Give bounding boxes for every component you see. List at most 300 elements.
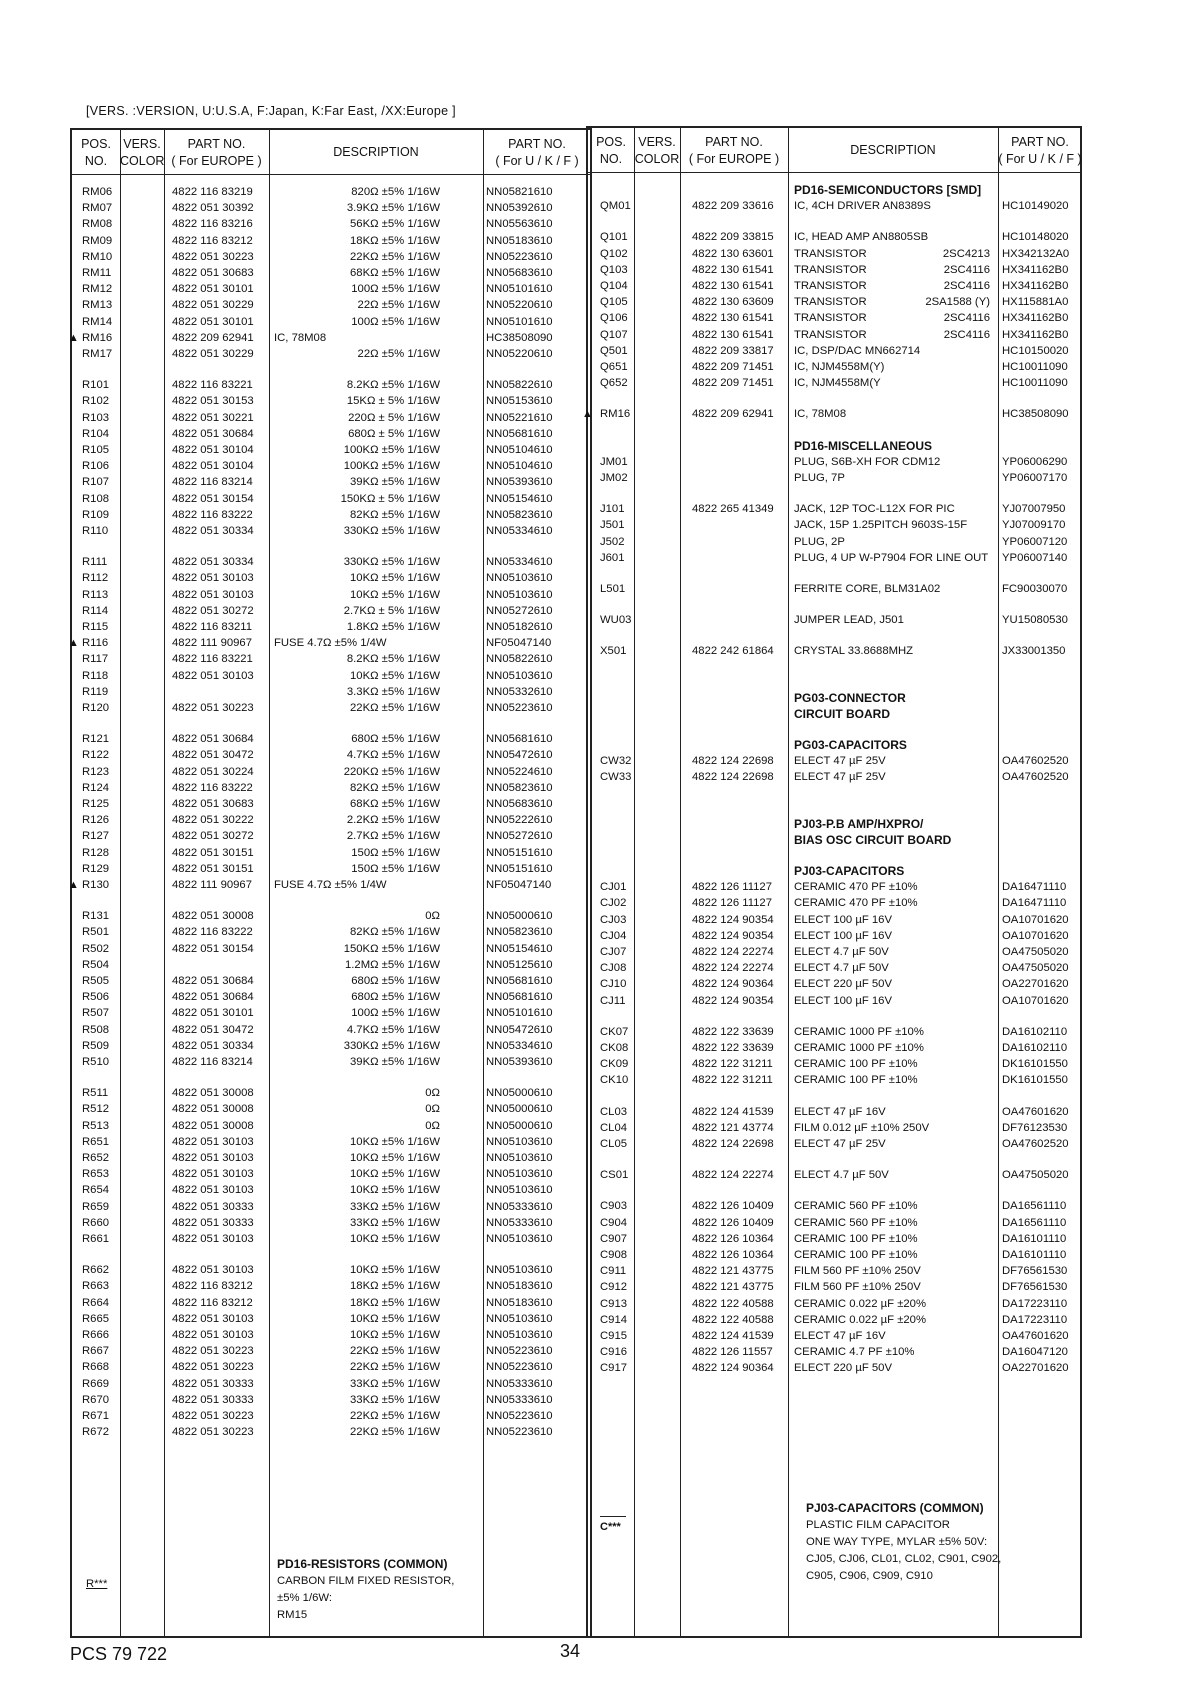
description-cell: 3.9KΩ ±5% 1/16W bbox=[346, 202, 440, 215]
part-ukf-cell: NN05103610 bbox=[486, 588, 553, 601]
part-ukf-cell: FC90030070 bbox=[1002, 583, 1068, 595]
part-ukf-cell: NN05681610 bbox=[486, 733, 553, 746]
part-ukf-cell: YU15080530 bbox=[1002, 614, 1068, 627]
part-cell: 4822 130 61541 bbox=[692, 280, 774, 292]
warning-triangle-icon: ▲ bbox=[68, 331, 79, 344]
part-cell: 4822 126 10409 bbox=[692, 1216, 774, 1229]
pos-cell: R501 bbox=[82, 926, 110, 939]
pos-cell: Q106 bbox=[600, 312, 628, 325]
part-cell: 4822 051 30008 bbox=[172, 1087, 254, 1100]
part-ukf-cell: NN05223610 bbox=[486, 1426, 553, 1439]
part-cell: 4822 051 30154 bbox=[172, 492, 254, 505]
part-cell: 4822 051 30223 bbox=[172, 1345, 254, 1358]
part-ukf-cell: NF05047140 bbox=[486, 637, 552, 650]
description-cell: 39KΩ ±5% 1/16W bbox=[350, 476, 440, 489]
description-cell: 18KΩ ±5% 1/16W bbox=[350, 1280, 440, 1293]
part-ukf-cell: NN05683610 bbox=[486, 267, 553, 279]
part-ukf-cell: NN05151610 bbox=[486, 862, 553, 875]
pos-cell: R127 bbox=[82, 830, 110, 843]
part-ukf-cell: NN05821610 bbox=[486, 186, 553, 198]
part-ukf-cell: YJ07007950 bbox=[1002, 503, 1066, 516]
description-cell: 10KΩ ±5% 1/16W bbox=[350, 1135, 440, 1148]
pos-cell: R512 bbox=[82, 1103, 110, 1116]
pos-cell: C903 bbox=[600, 1200, 628, 1213]
description-cell: CERAMIC 100 PF ±10% bbox=[794, 1249, 918, 1261]
pos-cell: C914 bbox=[600, 1313, 628, 1326]
left-footer-title: PD16-RESISTORS (COMMON) bbox=[277, 1557, 448, 1571]
right-footer-line4: C905, C906, C909, C910 bbox=[806, 1570, 933, 1582]
part-cell: 4822 265 41349 bbox=[692, 503, 774, 516]
part-ukf-cell: YP06007120 bbox=[1002, 535, 1068, 548]
pos-cell: CK07 bbox=[600, 1025, 629, 1038]
part-ukf-cell: OA47601620 bbox=[1002, 1105, 1069, 1118]
description-cell: 33KΩ ±5% 1/16W bbox=[350, 1377, 440, 1390]
description-cell: 220KΩ ±5% 1/16W bbox=[343, 765, 440, 778]
description-cell: CERAMIC 0.022 µF ±20% bbox=[794, 1313, 926, 1326]
header-pos-right: POS. NO. bbox=[596, 135, 626, 166]
pos-cell: C912 bbox=[600, 1281, 628, 1294]
part-ukf-cell: DF76561530 bbox=[1002, 1281, 1068, 1294]
description-cell: ELECT 4.7 µF 50V bbox=[794, 946, 889, 958]
description-cell: JUMPER LEAD, J501 bbox=[794, 614, 904, 627]
description-cell: CERAMIC 470 PF ±10% bbox=[794, 881, 918, 894]
type-cell: 2SC4116 bbox=[943, 280, 990, 292]
part-ukf-cell: HC38508090 bbox=[486, 331, 553, 344]
description-cell: 330KΩ ±5% 1/16W bbox=[343, 525, 440, 537]
part-ukf-cell: NN05823610 bbox=[486, 781, 553, 794]
part-ukf-cell: OA47505020 bbox=[1002, 946, 1069, 958]
part-ukf-cell: NN05332610 bbox=[486, 685, 553, 698]
part-ukf-cell: NN05272610 bbox=[486, 830, 553, 843]
pos-cell: R123 bbox=[82, 765, 110, 778]
description-cell: 0Ω bbox=[425, 1119, 440, 1132]
pos-cell: C911 bbox=[600, 1265, 627, 1278]
part-cell: 4822 051 30103 bbox=[172, 1168, 254, 1181]
part-cell: 4822 051 30333 bbox=[172, 1377, 254, 1390]
pos-cell: R106 bbox=[82, 460, 110, 473]
pos-cell: RM14 bbox=[82, 315, 113, 328]
part-cell: 4822 051 30224 bbox=[172, 765, 254, 778]
description-cell: 10KΩ ±5% 1/16W bbox=[350, 588, 440, 601]
description-cell: 10KΩ ±5% 1/16W bbox=[350, 1168, 440, 1181]
description-cell: 68KΩ ±5% 1/16W bbox=[350, 267, 440, 279]
description-cell: PD16-SEMICONDUCTORS [SMD] bbox=[794, 183, 982, 197]
part-cell: 4822 051 30334 bbox=[172, 525, 254, 537]
pos-cell: CL05 bbox=[600, 1138, 628, 1150]
description-cell: CIRCUIT BOARD bbox=[794, 706, 890, 721]
part-ukf-cell: HX341162B0 bbox=[1002, 263, 1069, 276]
part-cell: 4822 121 43774 bbox=[692, 1121, 774, 1134]
description-cell: IC, NJM4558M(Y) bbox=[794, 361, 885, 373]
part-cell: 4822 209 62941 bbox=[692, 408, 774, 421]
description-cell: ELECT 220 µF 50V bbox=[794, 1362, 892, 1375]
description-cell: 2.7KΩ ±5% 1/16W bbox=[346, 830, 440, 843]
description-cell: 8.2KΩ ±5% 1/16W bbox=[346, 379, 440, 392]
pos-cell: Q102 bbox=[600, 247, 628, 260]
part-cell: 4822 051 30334 bbox=[172, 556, 254, 569]
description-cell: 10KΩ ±5% 1/16W bbox=[350, 1264, 440, 1277]
part-ukf-cell: NN05103610 bbox=[486, 1312, 553, 1325]
part-cell: 4822 130 63601 bbox=[692, 247, 774, 260]
pos-cell: R104 bbox=[82, 427, 110, 440]
pos-cell: R669 bbox=[82, 1377, 110, 1390]
part-cell: 4822 130 61541 bbox=[692, 312, 774, 325]
pos-cell: R128 bbox=[82, 846, 110, 859]
description-cell: 33KΩ ±5% 1/16W bbox=[350, 1216, 440, 1229]
part-ukf-cell: NN05103610 bbox=[486, 1152, 553, 1164]
part-ukf-cell: NN05334610 bbox=[486, 556, 553, 569]
pos-cell: Q103 bbox=[600, 263, 628, 276]
part-ukf-cell: HX342132A0 bbox=[1002, 247, 1070, 260]
part-ukf-cell: NN05681610 bbox=[486, 427, 553, 440]
description-cell: 10KΩ ±5% 1/16W bbox=[350, 572, 440, 585]
part-ukf-cell: NN05125610 bbox=[486, 958, 553, 971]
pos-cell: R502 bbox=[82, 942, 110, 955]
part-cell: 4822 209 33815 bbox=[692, 231, 774, 244]
part-ukf-cell: NN05223610 bbox=[486, 250, 553, 263]
description-cell: 22KΩ ±5% 1/16W bbox=[350, 1345, 440, 1358]
pos-cell: RM09 bbox=[82, 234, 113, 247]
part-cell: 4822 051 30103 bbox=[172, 1264, 254, 1277]
part-ukf-cell: HC10149020 bbox=[1002, 200, 1069, 213]
pos-cell: RM16 bbox=[600, 408, 631, 421]
description-cell: 22KΩ ±5% 1/16W bbox=[350, 702, 440, 714]
part-cell: 4822 122 40588 bbox=[692, 1297, 774, 1310]
pos-cell: R119 bbox=[82, 685, 109, 698]
pos-cell: Q652 bbox=[600, 377, 628, 390]
description-cell: 220Ω ± 5% 1/16W bbox=[348, 411, 440, 424]
part-ukf-cell: HC10011090 bbox=[1002, 377, 1068, 390]
part-cell: 4822 116 83222 bbox=[172, 781, 253, 794]
part-cell: 4822 126 10409 bbox=[692, 1200, 774, 1213]
part-ukf-cell: DA16561110 bbox=[1002, 1200, 1067, 1213]
part-ukf-cell: HC10150020 bbox=[1002, 344, 1069, 357]
pos-cell: RM12 bbox=[82, 283, 113, 296]
part-ukf-cell: DA17223110 bbox=[1002, 1313, 1068, 1326]
left-footer-line2: ±5% 1/6W: bbox=[277, 1592, 332, 1604]
part-ukf-cell: NN05101610 bbox=[486, 1007, 553, 1020]
pos-cell: R116 bbox=[82, 637, 109, 650]
part-cell: 4822 051 30223 bbox=[172, 702, 254, 714]
part-cell: 4822 124 22274 bbox=[692, 1169, 774, 1182]
pos-cell: R102 bbox=[82, 395, 110, 408]
header-vers-right: VERS. COLOR bbox=[634, 135, 680, 166]
description-cell: IC, NJM4558M(Y bbox=[794, 377, 881, 390]
part-cell: 4822 130 61541 bbox=[692, 328, 774, 341]
pos-cell: R510 bbox=[82, 1056, 110, 1068]
part-cell: 4822 051 30334 bbox=[172, 1039, 254, 1052]
part-cell: 4822 051 30008 bbox=[172, 1103, 254, 1116]
header-part-ukf: PART NO. ( For U / K / F ) bbox=[495, 137, 579, 168]
type-cell: 2SA1588 (Y) bbox=[925, 296, 990, 309]
description-cell: IC, DSP/DAC MN662714 bbox=[794, 344, 921, 357]
pos-cell: J101 bbox=[600, 503, 625, 516]
part-cell: 4822 209 62941 bbox=[172, 331, 254, 344]
description-cell: JACK, 15P 1.25PITCH 9603S-15F bbox=[794, 519, 968, 532]
pos-cell: CL04 bbox=[600, 1121, 628, 1134]
left-footer-line1: CARBON FILM FIXED RESISTOR, bbox=[277, 1575, 455, 1587]
description-cell: 82KΩ ±5% 1/16W bbox=[350, 926, 440, 939]
description-cell: BIAS OSC CIRCUIT BOARD bbox=[794, 832, 952, 847]
pos-cell: R120 bbox=[82, 702, 110, 714]
part-cell: 4822 124 22698 bbox=[692, 1138, 774, 1150]
description-cell: 82KΩ ±5% 1/16W bbox=[350, 781, 440, 794]
part-ukf-cell: NN05103610 bbox=[486, 1329, 553, 1341]
part-cell: 4822 051 30103 bbox=[172, 1233, 254, 1245]
pos-cell: JM01 bbox=[600, 455, 628, 468]
pos-cell: Q105 bbox=[600, 296, 628, 309]
pos-cell: R131 bbox=[82, 910, 110, 923]
part-cell: 4822 051 30151 bbox=[172, 862, 254, 875]
part-cell: 4822 124 90364 bbox=[692, 978, 774, 991]
description-cell: ELECT 100 µF 16V bbox=[794, 929, 892, 942]
pos-cell: R507 bbox=[82, 1007, 110, 1020]
part-ukf-cell: NN05472610 bbox=[486, 1023, 553, 1036]
part-ukf-cell: OA10701620 bbox=[1002, 929, 1069, 942]
pos-cell: R661 bbox=[82, 1233, 110, 1245]
pos-cell: J601 bbox=[600, 551, 625, 564]
description-cell: TRANSISTOR bbox=[794, 280, 867, 292]
pos-cell: JM02 bbox=[600, 472, 628, 484]
pos-cell: R111 bbox=[82, 556, 108, 569]
part-ukf-cell: NN05472610 bbox=[486, 749, 553, 762]
description-cell: IC, HEAD AMP AN8805SB bbox=[794, 231, 929, 244]
description-cell: FILM 0.012 µF ±10% 250V bbox=[794, 1121, 930, 1134]
pos-cell: CJ08 bbox=[600, 962, 627, 975]
part-ukf-cell: OA10701620 bbox=[1002, 994, 1069, 1007]
part-cell: 4822 051 30333 bbox=[172, 1200, 254, 1213]
document-code: PCS 79 722 bbox=[70, 1644, 168, 1664]
pos-cell: R509 bbox=[82, 1039, 110, 1052]
left-footer-pos: R*** bbox=[86, 1578, 108, 1590]
part-cell: 4822 051 30684 bbox=[172, 427, 254, 440]
part-ukf-cell: OA47602520 bbox=[1002, 771, 1069, 784]
part-ukf-cell: NN05220610 bbox=[486, 299, 553, 312]
part-cell: 4822 051 30333 bbox=[172, 1393, 254, 1406]
description-cell: 39KΩ ±5% 1/16W bbox=[350, 1056, 440, 1068]
part-ukf-cell: OA47602520 bbox=[1002, 755, 1069, 768]
description-cell: TRANSISTOR bbox=[794, 296, 867, 309]
part-cell: 4822 126 11127 bbox=[692, 881, 772, 894]
pos-cell: CL03 bbox=[600, 1105, 628, 1118]
part-ukf-cell: NN05334610 bbox=[486, 1039, 553, 1052]
description-cell: ELECT 47 µF 25V bbox=[794, 771, 886, 784]
part-cell: 4822 051 30104 bbox=[172, 460, 254, 473]
header-vers: VERS. COLOR bbox=[120, 137, 165, 168]
pos-cell: R667 bbox=[82, 1345, 110, 1358]
part-ukf-cell: NN05223610 bbox=[486, 1410, 553, 1422]
part-cell: 4822 051 30683 bbox=[172, 798, 254, 810]
pos-cell: R505 bbox=[82, 975, 110, 987]
part-cell: 4822 124 90354 bbox=[692, 994, 774, 1007]
part-ukf-cell: NN05223610 bbox=[486, 1345, 553, 1358]
description-cell: 0Ω bbox=[425, 1103, 440, 1116]
header-pos: POS. NO. bbox=[81, 137, 111, 168]
part-ukf-cell: NN05333610 bbox=[486, 1393, 553, 1406]
part-ukf-cell: DF76561530 bbox=[1002, 1265, 1068, 1278]
part-ukf-cell: NF05047140 bbox=[486, 879, 552, 891]
part-ukf-cell: DK16101550 bbox=[1002, 1074, 1068, 1087]
part-ukf-cell: NN05103610 bbox=[486, 1233, 553, 1245]
pos-cell: R653 bbox=[82, 1168, 110, 1181]
part-cell: 4822 051 30221 bbox=[172, 411, 254, 424]
description-cell: 10KΩ ±5% 1/16W bbox=[350, 1233, 440, 1245]
pos-cell: R660 bbox=[82, 1216, 110, 1229]
legend: [VERS. :VERSION, U:U.S.A, F:Japan, K:Far East, /XX:Europe ] bbox=[86, 104, 456, 118]
description-cell: 10KΩ ±5% 1/16W bbox=[350, 1312, 440, 1325]
pos-cell: RM07 bbox=[82, 202, 113, 215]
description-cell: 4.7KΩ ±5% 1/16W bbox=[346, 749, 440, 762]
description-cell: CERAMIC 100 PF ±10% bbox=[794, 1074, 918, 1087]
pos-cell: R508 bbox=[82, 1023, 110, 1036]
pos-cell: R105 bbox=[82, 444, 110, 456]
part-cell: 4822 116 83221 bbox=[172, 653, 253, 666]
pos-cell: CK10 bbox=[600, 1074, 629, 1087]
description-cell: 10KΩ ±5% 1/16W bbox=[350, 1329, 440, 1341]
description-cell: CERAMIC 470 PF ±10% bbox=[794, 897, 918, 910]
part-cell: 4822 051 30684 bbox=[172, 975, 254, 987]
description-cell: 2.2KΩ ±5% 1/16W bbox=[346, 814, 440, 827]
part-ukf-cell: NN05333610 bbox=[486, 1377, 553, 1390]
description-cell: 33KΩ ±5% 1/16W bbox=[350, 1200, 440, 1213]
pos-cell: R109 bbox=[82, 508, 110, 521]
left-parts-table bbox=[70, 128, 592, 1638]
description-cell: ELECT 220 µF 50V bbox=[794, 978, 892, 991]
part-cell: 4822 116 83216 bbox=[172, 218, 253, 231]
description-cell: 22Ω ±5% 1/16W bbox=[357, 299, 440, 312]
description-cell: PG03-CAPACITORS bbox=[794, 738, 907, 752]
description-cell: ELECT 100 µF 16V bbox=[794, 913, 892, 926]
part-ukf-cell: DF76123530 bbox=[1002, 1121, 1068, 1134]
description-cell: 150KΩ ±5% 1/16W bbox=[343, 942, 440, 955]
pos-cell: R118 bbox=[82, 669, 109, 682]
description-cell: 22KΩ ±5% 1/16W bbox=[350, 250, 440, 263]
pos-cell: Q651 bbox=[600, 361, 628, 373]
part-ukf-cell: HX115881A0 bbox=[1002, 296, 1069, 309]
description-cell: 150Ω ±5% 1/16W bbox=[351, 846, 440, 859]
part-ukf-cell: NN05000610 bbox=[486, 910, 553, 923]
part-ukf-cell: HC10148020 bbox=[1002, 231, 1069, 244]
header-part-europe-right: PART NO. ( For EUROPE ) bbox=[688, 135, 780, 166]
part-ukf-cell: DA17223110 bbox=[1002, 1297, 1068, 1310]
part-cell: 4822 051 30103 bbox=[172, 1312, 254, 1325]
description-cell: 150Ω ±5% 1/16W bbox=[351, 862, 440, 875]
part-cell: 4822 051 30223 bbox=[172, 1361, 254, 1374]
part-ukf-cell: NN05563610 bbox=[486, 218, 553, 231]
part-cell: 4822 051 30103 bbox=[172, 572, 254, 585]
pos-cell: R103 bbox=[82, 411, 110, 424]
part-cell: 4822 124 90354 bbox=[692, 929, 774, 942]
description-cell: 10KΩ ±5% 1/16W bbox=[350, 1152, 440, 1164]
part-ukf-cell: NN05000610 bbox=[486, 1087, 553, 1100]
pos-cell: R107 bbox=[82, 476, 110, 489]
description-cell: PJ03-CAPACITORS bbox=[794, 864, 905, 878]
part-ukf-cell: DA16471110 bbox=[1002, 881, 1067, 894]
pos-cell: RM16 bbox=[82, 331, 113, 344]
pos-cell: R121 bbox=[82, 733, 110, 746]
description-cell: 56KΩ ±5% 1/16W bbox=[350, 218, 440, 231]
part-ukf-cell: NN05393610 bbox=[486, 1056, 553, 1068]
part-ukf-cell: NN05223610 bbox=[486, 702, 553, 714]
description-cell: 1.8KΩ ±5% 1/16W bbox=[346, 621, 440, 633]
part-ukf-cell: DA16102110 bbox=[1002, 1025, 1068, 1038]
part-cell: 4822 122 31211 bbox=[692, 1058, 773, 1071]
part-cell: 4822 051 30101 bbox=[172, 283, 254, 296]
description-cell: FUSE 4.7Ω ±5% 1/4W bbox=[274, 637, 387, 650]
part-ukf-cell: YP06006290 bbox=[1002, 455, 1068, 468]
part-cell: 4822 051 30103 bbox=[172, 1184, 254, 1197]
part-ukf-cell: NN05103610 bbox=[486, 1168, 553, 1181]
part-cell: 4822 051 30151 bbox=[172, 846, 254, 859]
description-cell: TRANSISTOR bbox=[794, 247, 867, 260]
description-cell: JACK, 12P TOC-L12X FOR PIC bbox=[794, 503, 955, 516]
pos-cell: R671 bbox=[82, 1410, 110, 1422]
right-footer-line3: CJ05, CJ06, CL01, CL02, C901, C902, bbox=[806, 1553, 1002, 1565]
pos-cell: L501 bbox=[600, 583, 626, 595]
pos-cell: R125 bbox=[82, 798, 110, 810]
description-cell: 100KΩ ±5% 1/16W bbox=[343, 460, 440, 473]
part-ukf-cell: DA16101110 bbox=[1002, 1232, 1067, 1245]
header-description-right: DESCRIPTION bbox=[850, 143, 936, 157]
pos-cell: R112 bbox=[82, 572, 109, 585]
description-cell: 0Ω bbox=[425, 1087, 440, 1100]
description-cell: 680Ω ±5% 1/16W bbox=[351, 991, 440, 1004]
part-cell: 4822 122 33639 bbox=[692, 1042, 774, 1054]
part-cell: 4822 051 30472 bbox=[172, 749, 254, 762]
pos-cell: J501 bbox=[600, 519, 625, 532]
pos-cell: CK09 bbox=[600, 1058, 629, 1071]
description-cell: FILM 560 PF ±10% 250V bbox=[794, 1265, 921, 1278]
part-cell: 4822 209 71451 bbox=[692, 377, 774, 390]
part-cell: 4822 051 30684 bbox=[172, 733, 254, 746]
description-cell: IC, 78M08 bbox=[274, 331, 327, 344]
part-cell: 4822 124 22698 bbox=[692, 755, 774, 768]
part-ukf-cell: NN05334610 bbox=[486, 525, 553, 537]
pos-cell: CJ07 bbox=[600, 946, 627, 958]
part-ukf-cell: NN05183610 bbox=[486, 1296, 553, 1309]
part-ukf-cell: OA47602520 bbox=[1002, 1138, 1069, 1150]
description-cell: PJ03-P.B AMP/HXPRO/ bbox=[794, 816, 924, 831]
pos-cell: R659 bbox=[82, 1200, 110, 1213]
pos-cell: R129 bbox=[82, 862, 110, 875]
pos-cell: R513 bbox=[82, 1119, 110, 1132]
description-cell: 680Ω ± 5% 1/16W bbox=[348, 427, 440, 440]
part-cell: 4822 122 33639 bbox=[692, 1025, 774, 1038]
description-cell: TRANSISTOR bbox=[794, 312, 867, 325]
pos-cell: CW33 bbox=[600, 771, 632, 784]
pos-cell: C904 bbox=[600, 1216, 628, 1229]
warning-triangle-icon: ▲ bbox=[68, 879, 79, 891]
part-ukf-cell: OA47505020 bbox=[1002, 1169, 1069, 1182]
pos-cell: R666 bbox=[82, 1329, 110, 1341]
pos-cell: CK08 bbox=[600, 1042, 629, 1054]
part-cell: 4822 126 11557 bbox=[692, 1346, 773, 1359]
part-cell: 4822 051 30008 bbox=[172, 910, 254, 923]
pos-cell: R124 bbox=[82, 781, 110, 794]
pos-cell: Q104 bbox=[600, 280, 628, 292]
part-cell: 4822 122 40588 bbox=[692, 1313, 774, 1326]
pos-cell: R651 bbox=[82, 1135, 110, 1148]
pos-cell: RM17 bbox=[82, 348, 113, 360]
part-ukf-cell: HX341162B0 bbox=[1002, 312, 1069, 325]
pos-cell: RM11 bbox=[82, 267, 112, 279]
header-part-ukf-right: PART NO. ( For U / K / F ) bbox=[998, 135, 1082, 166]
pos-cell: WU03 bbox=[600, 614, 632, 627]
pos-cell: R504 bbox=[82, 958, 110, 971]
part-cell: 4822 116 83212 bbox=[172, 234, 253, 247]
description-cell: 100Ω ±5% 1/16W bbox=[351, 1007, 440, 1020]
description-cell: ELECT 100 µF 16V bbox=[794, 994, 892, 1007]
